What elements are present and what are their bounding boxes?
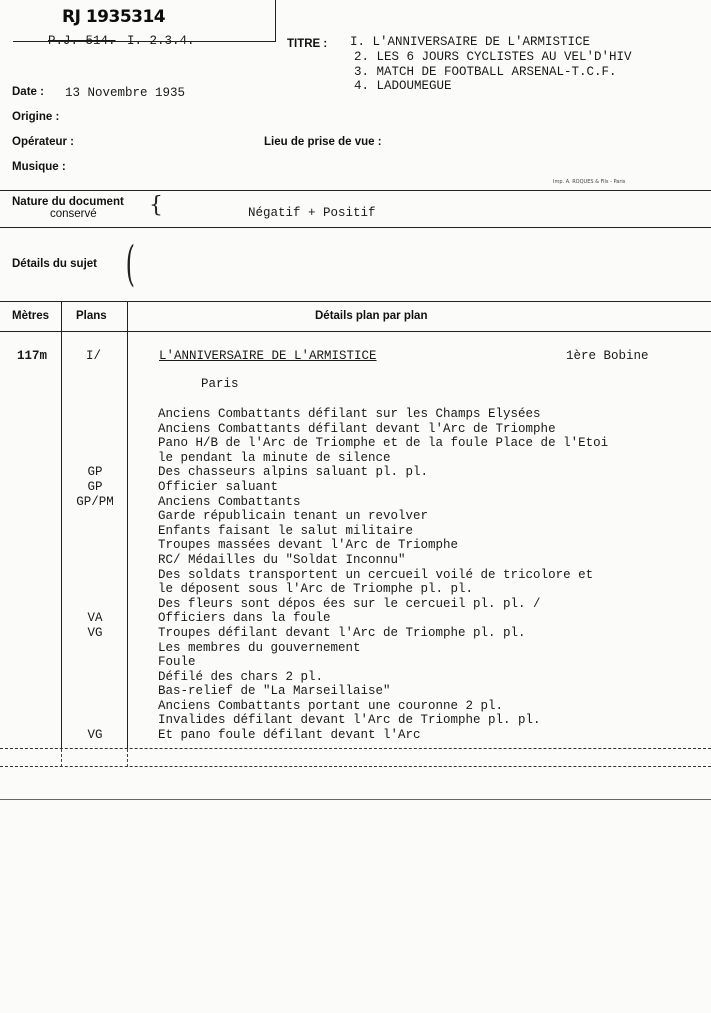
plan-cell <box>64 597 126 612</box>
plan-cell <box>64 553 126 568</box>
titre-item: 3. MATCH DE FOOTBALL ARSENAL-T.C.F. <box>354 65 617 79</box>
titre-label: TITRE : <box>287 38 328 50</box>
struck-reference: P.J. 514. <box>48 34 116 48</box>
plan-cell <box>64 655 126 670</box>
lieu-label: Lieu de prise de vue : <box>264 136 382 148</box>
col-plans: Plans <box>76 310 107 322</box>
plan-cell <box>64 509 126 524</box>
plan-cell <box>64 568 126 583</box>
titre-item: 2. LES 6 JOURS CYCLISTES AU VEL'D'HIV <box>354 50 632 64</box>
plan-cell <box>64 538 126 553</box>
operateur-label: Opérateur : <box>12 136 74 148</box>
detail-line: le déposent sous l'Arc de Triomphe pl. pl. <box>158 582 474 597</box>
plan-cell: VA <box>87 611 103 626</box>
detail-line: Troupes défilant devant l'Arc de Triomphe pl. pl. <box>158 625 526 640</box>
detail-line: Enfants faisant le salut militaire <box>158 523 414 538</box>
detail-line: Des soldats transportent un cercueil voilé de tricolore et <box>158 567 594 582</box>
detail-line: Officier saluant <box>158 479 279 494</box>
date-value: 13 Novembre 1935 <box>65 86 186 100</box>
plan-cell <box>64 699 126 714</box>
perforation-line <box>0 748 711 749</box>
section-title: L'ANNIVERSAIRE DE L'ARMISTICE <box>159 349 377 363</box>
date-label: Date : <box>12 86 44 98</box>
detail-line: RC/ Médailles du "Soldat Inconnu" <box>158 552 406 567</box>
plan-cell <box>64 713 126 728</box>
metres-value: 117m <box>17 349 48 363</box>
details-sujet-label: Détails du sujet <box>12 258 97 270</box>
plan-cell: VG <box>87 728 103 743</box>
detail-line: Anciens Combattants <box>158 494 301 509</box>
detail-line: Des chasseurs alpins saluant pl. pl. <box>158 465 429 480</box>
detail-line: Les membres du gouvernement <box>158 640 361 655</box>
column-divider <box>127 302 128 749</box>
printer-imprint: Imp. A. ROQUES & Fils - Paris <box>553 179 626 185</box>
detail-line: Pano H/B de l'Arc de Triomphe et de la foule Place de l'Etoi <box>158 436 609 451</box>
plan-cell <box>64 436 126 451</box>
nature-value: Négatif + Positif <box>248 206 376 220</box>
plan-cell <box>64 524 126 539</box>
col-metres: Mètres <box>12 310 50 322</box>
place-label: Paris <box>201 377 239 391</box>
plan-cell <box>64 641 126 656</box>
brace-icon: { <box>149 193 163 218</box>
plan-cell: GP <box>87 479 103 494</box>
brace-icon: ( <box>125 236 136 292</box>
divider <box>0 190 711 191</box>
details-column <box>158 407 711 743</box>
detail-line: Défilé des chars 2 pl. <box>158 669 324 684</box>
col-details: Détails plan par plan <box>315 310 428 322</box>
origine-label: Origine : <box>12 111 60 123</box>
nature-label-2: conservé <box>50 208 97 220</box>
plan-cell <box>64 407 126 422</box>
first-plan: I/ <box>86 349 102 363</box>
typed-reference: I. 2.3.4. <box>127 34 195 48</box>
page-edge <box>0 799 711 800</box>
detail-line: le pendant la minute de silence <box>158 450 391 465</box>
plan-cell <box>64 582 126 597</box>
detail-line: Et pano foule défilant devant l'Arc <box>158 728 421 743</box>
titre-item: I. L'ANNIVERSAIRE DE L'ARMISTICE <box>350 35 591 49</box>
detail-line: Bas-relief de "La Marseillaise" <box>158 684 391 699</box>
bobine-label: 1ère Bobine <box>566 349 649 363</box>
musique-label: Musique : <box>12 161 66 173</box>
detail-line: Anciens Combattants portant une couronne 2 pl. <box>158 698 504 713</box>
plan-cell: GP <box>87 465 103 480</box>
column-divider <box>61 749 62 767</box>
divider <box>0 227 711 228</box>
detail-line: Garde républicain tenant un revolver <box>158 509 429 524</box>
detail-line: Des fleurs sont dépos ées sur le cercueil pl. pl. / <box>158 596 541 611</box>
plan-column <box>64 407 126 743</box>
titre-item: 4. LADOUMEGUE <box>354 79 452 93</box>
plan-cell: VG <box>87 625 103 640</box>
perforation-line <box>0 766 711 767</box>
column-divider <box>127 749 128 767</box>
plan-cell <box>64 422 126 437</box>
plan-cell <box>64 670 126 685</box>
nature-label: Nature du document <box>12 196 124 208</box>
detail-line: Troupes massées devant l'Arc de Triomphe <box>158 538 459 553</box>
plan-cell <box>64 451 126 466</box>
plan-cell <box>64 684 126 699</box>
detail-line: Anciens Combattants défilant devant l'Arc de Triomphe <box>158 421 556 436</box>
detail-line: Officiers dans la foule <box>158 611 331 626</box>
divider <box>0 331 711 332</box>
handwritten-reference: RJ 1935314 <box>62 7 166 27</box>
detail-line: Invalides défilant devant l'Arc de Triomphe pl. pl. <box>158 713 541 728</box>
plan-cell: GP/PM <box>76 494 114 509</box>
column-divider <box>61 302 62 749</box>
detail-line: Foule <box>158 655 196 670</box>
divider <box>0 301 711 302</box>
detail-line: Anciens Combattants défilant sur les Champs Elysées <box>158 407 541 421</box>
